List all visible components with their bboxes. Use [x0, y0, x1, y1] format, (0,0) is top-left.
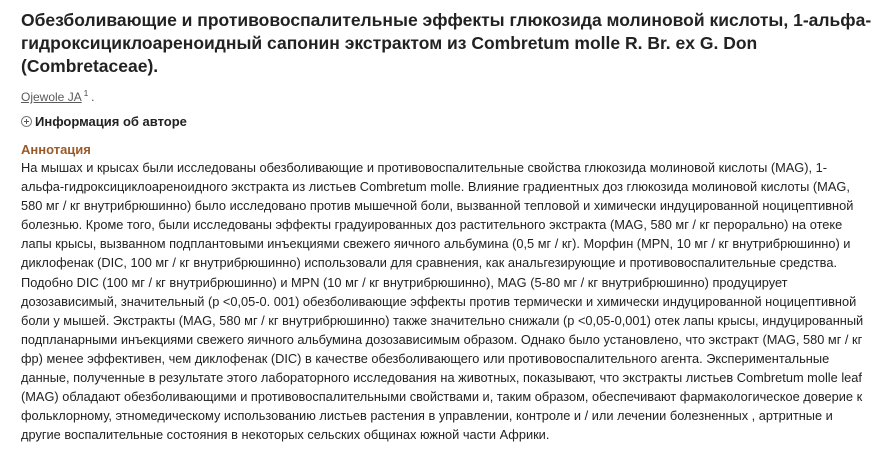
author-info-toggle[interactable] [21, 113, 879, 130]
author-info-label[interactable]: Информация об авторе [35, 114, 187, 129]
plus-circle-icon[interactable] [21, 116, 32, 127]
abstract-text: На мышах и крысах были исследованы обезболивающие и противовоспалительные свойства глюкозида молиновой кислоты (MAG), 1-альфа-гидроксициклоареноидного экстракта из листьев Combretum molle. Влияние градиентных доз глюкозида молиновой кислоты (MAG, 580 мг / кг внутрибрюшинно) было исследовано против мышечной боли, вызванной тепловой и химически индуцированной ноцицептивной болезнью. Кроме того, были исследованы эффекты градуированных доз растительного экстракта (MAG, 580 мг / кг перорально) на отеке лапы крысы, вызванном подплантовыми инъекциями свежего яичного альбумина (0,5 мг / кг). Морфин (MPN, 10 мг / кг внутрибрюшинно) и диклофенак (DIC, 100 мг / кг внутрибрюшинно) использовали для сравнения, как анальгезирующие и противовоспалительные средства. Подобно DIC (100 мг / кг внутрибрюшинно) и MPN (10 мг / кг внутрибрюшинно), MAG (5-80 мг / кг внутрибрюшинно) продуцирует дозозависимый, значительный (p <0,05-0. 001) обезболивающие эффекты против термически и химически индуцированной ноцицептивной боли у мышей. Экстракты (MAG, 580 мг / кг внутрибрюшинно) также значительно снижали (p <0,05-0,001) отек лапы крысы, индуцированный подпланарными инъекциями свежего яичного альбумина дозозависимым образом. Однако было установлено, что экстракт (MAG, 580 мг / кг фр) менее эффективен, чем диклофенак (DIC) в качестве обезболивающего или противовоспалительного агента. Экспериментальные данные, полученные в результате этого лабораторного исследования на животных, показывают, что экстракты листьев Combretum molle leaf (MAG) обладают обезболивающими и противовоспалительными свойствами и, таким образом, обеспечивают фармакологическое доверие к фольклорному, этномедическому использованию листьев растения в управлении, контроле и / или лечении болезненных , артритные и другие воспалительные состояния в некоторых сельских общинах южной части Африки. [21, 160, 864, 443]
author-affiliation-mark[interactable]: 1 [83, 89, 89, 98]
author-link[interactable]: Ojewole JA [21, 90, 82, 104]
article-page [21, 9, 879, 444]
abstract-heading: Аннотация [21, 142, 91, 157]
author-list-trailing: . [91, 90, 95, 104]
article-title: Обезболивающие и противовоспалительные эффекты глюкозида молиновой кислоты, 1-альфа-гидроксициклоареноидный сапонин экстрактом из Combretum molle R. Br. ex G. Don (Combretaceae). [21, 10, 872, 76]
author-list [21, 86, 879, 105]
